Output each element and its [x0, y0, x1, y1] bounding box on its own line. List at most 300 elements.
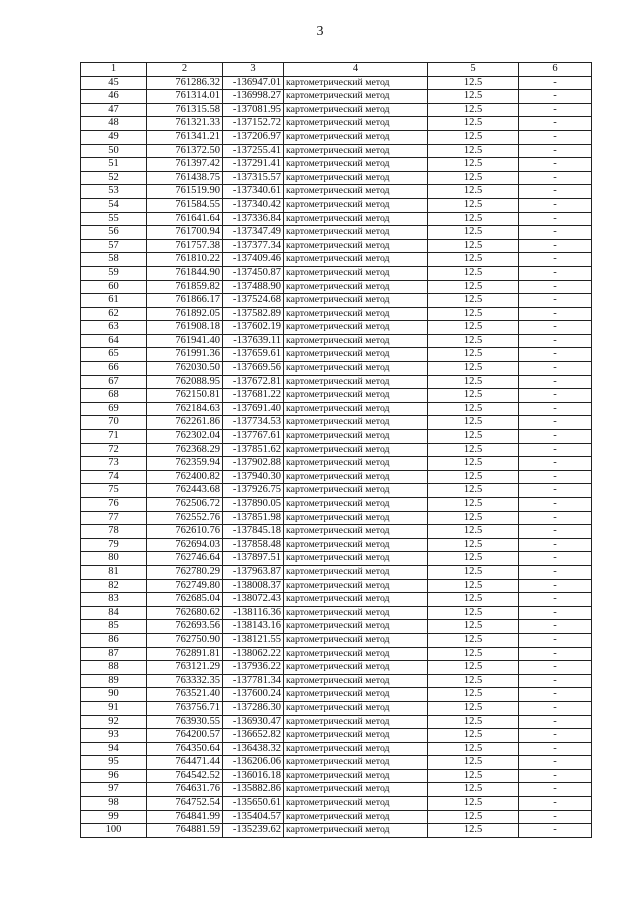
table-row: [81, 375, 592, 389]
point-number-cell: 48: [81, 117, 147, 131]
x-coordinate-cell: 761641.64: [147, 212, 223, 226]
accuracy-cell: 12.5: [428, 729, 519, 743]
point-number-cell: 84: [81, 606, 147, 620]
note-cell: -: [519, 647, 592, 661]
table-row: [81, 294, 592, 308]
note-cell: -: [519, 198, 592, 212]
method-cell: картометрический метод: [284, 266, 428, 280]
x-coordinate-cell: 762506.72: [147, 498, 223, 512]
accuracy-cell: 12.5: [428, 253, 519, 267]
x-coordinate-cell: 763332.35: [147, 674, 223, 688]
method-cell: картометрический метод: [284, 470, 428, 484]
accuracy-cell: 12.5: [428, 443, 519, 457]
point-number-cell: 87: [81, 647, 147, 661]
table-row: [81, 797, 592, 811]
x-coordinate-cell: 762749.80: [147, 579, 223, 593]
accuracy-cell: 12.5: [428, 76, 519, 90]
accuracy-cell: 12.5: [428, 470, 519, 484]
y-coordinate-cell: -136438.32: [223, 742, 284, 756]
table-row: [81, 498, 592, 512]
point-number-cell: 49: [81, 130, 147, 144]
page-number: 3: [316, 24, 324, 39]
method-cell: картометрический метод: [284, 633, 428, 647]
accuracy-cell: 12.5: [428, 185, 519, 199]
accuracy-cell: 12.5: [428, 742, 519, 756]
accuracy-cell: 12.5: [428, 226, 519, 240]
point-number-cell: 71: [81, 430, 147, 444]
point-number-cell: 70: [81, 416, 147, 430]
table-row: [81, 171, 592, 185]
y-coordinate-cell: -137377.34: [223, 239, 284, 253]
y-coordinate-cell: -137851.62: [223, 443, 284, 457]
accuracy-cell: 12.5: [428, 171, 519, 185]
accuracy-cell: 12.5: [428, 810, 519, 824]
x-coordinate-cell: 762368.29: [147, 443, 223, 457]
y-coordinate-cell: -137851.98: [223, 511, 284, 525]
method-cell: картометрический метод: [284, 552, 428, 566]
point-number-cell: 88: [81, 661, 147, 675]
point-number-cell: 91: [81, 701, 147, 715]
table-row: [81, 593, 592, 607]
method-cell: картометрический метод: [284, 253, 428, 267]
accuracy-cell: 12.5: [428, 701, 519, 715]
note-cell: -: [519, 729, 592, 743]
point-number-cell: 73: [81, 457, 147, 471]
table-row: [81, 117, 592, 131]
x-coordinate-cell: 761286.32: [147, 76, 223, 90]
point-number-cell: 64: [81, 334, 147, 348]
method-cell: картометрический метод: [284, 538, 428, 552]
point-number-cell: 78: [81, 525, 147, 539]
table-row: [81, 824, 592, 838]
point-number-cell: 51: [81, 158, 147, 172]
point-number-cell: 52: [81, 171, 147, 185]
method-cell: картометрический метод: [284, 457, 428, 471]
note-cell: -: [519, 769, 592, 783]
y-coordinate-cell: -137734.53: [223, 416, 284, 430]
accuracy-cell: 12.5: [428, 484, 519, 498]
x-coordinate-cell: 762694.03: [147, 538, 223, 552]
y-coordinate-cell: -137255.41: [223, 144, 284, 158]
note-cell: -: [519, 484, 592, 498]
table-row: [81, 90, 592, 104]
point-number-cell: 98: [81, 797, 147, 811]
method-cell: картометрический метод: [284, 158, 428, 172]
table-header-row: [81, 63, 592, 77]
table-row: [81, 484, 592, 498]
x-coordinate-cell: 761321.33: [147, 117, 223, 131]
method-cell: картометрический метод: [284, 362, 428, 376]
note-cell: -: [519, 538, 592, 552]
note-cell: -: [519, 185, 592, 199]
accuracy-cell: 12.5: [428, 552, 519, 566]
point-number-cell: 61: [81, 294, 147, 308]
point-number-cell: 65: [81, 348, 147, 362]
accuracy-cell: 12.5: [428, 769, 519, 783]
method-cell: картометрический метод: [284, 715, 428, 729]
method-cell: картометрический метод: [284, 674, 428, 688]
y-coordinate-cell: -137936.22: [223, 661, 284, 675]
accuracy-cell: 12.5: [428, 307, 519, 321]
accuracy-cell: 12.5: [428, 647, 519, 661]
note-cell: -: [519, 90, 592, 104]
point-number-cell: 93: [81, 729, 147, 743]
accuracy-cell: 12.5: [428, 715, 519, 729]
note-cell: -: [519, 797, 592, 811]
accuracy-cell: 12.5: [428, 198, 519, 212]
note-cell: -: [519, 348, 592, 362]
x-coordinate-cell: 761892.05: [147, 307, 223, 321]
method-cell: картометрический метод: [284, 294, 428, 308]
y-coordinate-cell: -138116.36: [223, 606, 284, 620]
accuracy-cell: 12.5: [428, 606, 519, 620]
y-coordinate-cell: -136652.82: [223, 729, 284, 743]
accuracy-cell: 12.5: [428, 783, 519, 797]
note-cell: -: [519, 688, 592, 702]
point-number-cell: 79: [81, 538, 147, 552]
accuracy-cell: 12.5: [428, 103, 519, 117]
table-body: [81, 76, 592, 837]
x-coordinate-cell: 761991.36: [147, 348, 223, 362]
y-coordinate-cell: -137691.40: [223, 402, 284, 416]
y-coordinate-cell: -137669.56: [223, 362, 284, 376]
x-coordinate-cell: 761859.82: [147, 280, 223, 294]
table-row: [81, 457, 592, 471]
y-coordinate-cell: -138143.16: [223, 620, 284, 634]
x-coordinate-cell: 764841.99: [147, 810, 223, 824]
x-coordinate-cell: 762750.90: [147, 633, 223, 647]
note-cell: -: [519, 457, 592, 471]
x-coordinate-cell: 761941.40: [147, 334, 223, 348]
method-cell: картометрический метод: [284, 307, 428, 321]
y-coordinate-cell: -136016.18: [223, 769, 284, 783]
note-cell: -: [519, 552, 592, 566]
table-row: [81, 416, 592, 430]
table-row: [81, 729, 592, 743]
x-coordinate-cell: 761810.22: [147, 253, 223, 267]
accuracy-cell: 12.5: [428, 321, 519, 335]
table-row: [81, 239, 592, 253]
table-row: [81, 579, 592, 593]
y-coordinate-cell: -135404.57: [223, 810, 284, 824]
y-coordinate-cell: -137340.42: [223, 198, 284, 212]
note-cell: -: [519, 307, 592, 321]
table-row: [81, 185, 592, 199]
point-number-cell: 85: [81, 620, 147, 634]
x-coordinate-cell: 762680.62: [147, 606, 223, 620]
y-coordinate-cell: -137347.49: [223, 226, 284, 240]
coordinates-table: [80, 62, 592, 838]
point-number-cell: 55: [81, 212, 147, 226]
y-coordinate-cell: -137081.95: [223, 103, 284, 117]
note-cell: -: [519, 362, 592, 376]
table-row: [81, 443, 592, 457]
x-coordinate-cell: 761519.90: [147, 185, 223, 199]
point-number-cell: 99: [81, 810, 147, 824]
accuracy-cell: 12.5: [428, 538, 519, 552]
column-header-2: 2: [147, 63, 223, 77]
y-coordinate-cell: -138121.55: [223, 633, 284, 647]
accuracy-cell: 12.5: [428, 348, 519, 362]
y-coordinate-cell: -137152.72: [223, 117, 284, 131]
method-cell: картометрический метод: [284, 606, 428, 620]
table-row: [81, 620, 592, 634]
y-coordinate-cell: -136998.27: [223, 90, 284, 104]
x-coordinate-cell: 762030.50: [147, 362, 223, 376]
method-cell: картометрический метод: [284, 348, 428, 362]
note-cell: -: [519, 266, 592, 280]
y-coordinate-cell: -137639.11: [223, 334, 284, 348]
point-number-cell: 90: [81, 688, 147, 702]
x-coordinate-cell: 762693.56: [147, 620, 223, 634]
point-number-cell: 95: [81, 756, 147, 770]
x-coordinate-cell: 761757.38: [147, 239, 223, 253]
x-coordinate-cell: 762552.76: [147, 511, 223, 525]
point-number-cell: 46: [81, 90, 147, 104]
note-cell: -: [519, 783, 592, 797]
x-coordinate-cell: 762891.81: [147, 647, 223, 661]
method-cell: картометрический метод: [284, 824, 428, 838]
table-row: [81, 810, 592, 824]
note-cell: -: [519, 334, 592, 348]
accuracy-cell: 12.5: [428, 579, 519, 593]
point-number-cell: 75: [81, 484, 147, 498]
note-cell: -: [519, 810, 592, 824]
y-coordinate-cell: -137940.30: [223, 470, 284, 484]
x-coordinate-cell: 763121.29: [147, 661, 223, 675]
note-cell: -: [519, 633, 592, 647]
method-cell: картометрический метод: [284, 701, 428, 715]
accuracy-cell: 12.5: [428, 130, 519, 144]
table-row: [81, 647, 592, 661]
table-row: [81, 715, 592, 729]
accuracy-cell: 12.5: [428, 688, 519, 702]
accuracy-cell: 12.5: [428, 430, 519, 444]
method-cell: картометрический метод: [284, 198, 428, 212]
table-row: [81, 144, 592, 158]
y-coordinate-cell: -137963.87: [223, 565, 284, 579]
accuracy-cell: 12.5: [428, 334, 519, 348]
method-cell: картометрический метод: [284, 688, 428, 702]
method-cell: картометрический метод: [284, 565, 428, 579]
note-cell: -: [519, 144, 592, 158]
x-coordinate-cell: 764471.44: [147, 756, 223, 770]
table-row: [81, 226, 592, 240]
column-header-6: 6: [519, 63, 592, 77]
method-cell: картометрический метод: [284, 416, 428, 430]
note-cell: -: [519, 579, 592, 593]
method-cell: картометрический метод: [284, 647, 428, 661]
y-coordinate-cell: -137672.81: [223, 375, 284, 389]
note-cell: -: [519, 253, 592, 267]
x-coordinate-cell: 762088.95: [147, 375, 223, 389]
table-row: [81, 103, 592, 117]
table-row: [81, 348, 592, 362]
note-cell: -: [519, 402, 592, 416]
table-row: [81, 402, 592, 416]
note-cell: -: [519, 620, 592, 634]
method-cell: картометрический метод: [284, 90, 428, 104]
note-cell: -: [519, 511, 592, 525]
method-cell: картометрический метод: [284, 620, 428, 634]
method-cell: картометрический метод: [284, 661, 428, 675]
x-coordinate-cell: 764542.52: [147, 769, 223, 783]
method-cell: картометрический метод: [284, 144, 428, 158]
table-row: [81, 769, 592, 783]
x-coordinate-cell: 763930.55: [147, 715, 223, 729]
point-number-cell: 76: [81, 498, 147, 512]
accuracy-cell: 12.5: [428, 158, 519, 172]
method-cell: картометрический метод: [284, 484, 428, 498]
method-cell: картометрический метод: [284, 389, 428, 403]
table-row: [81, 674, 592, 688]
note-cell: -: [519, 756, 592, 770]
point-number-cell: 97: [81, 783, 147, 797]
point-number-cell: 67: [81, 375, 147, 389]
accuracy-cell: 12.5: [428, 511, 519, 525]
accuracy-cell: 12.5: [428, 402, 519, 416]
table-row: [81, 756, 592, 770]
y-coordinate-cell: -137488.90: [223, 280, 284, 294]
x-coordinate-cell: 761341.21: [147, 130, 223, 144]
table-row: [81, 525, 592, 539]
table-row: [81, 198, 592, 212]
x-coordinate-cell: 761584.55: [147, 198, 223, 212]
y-coordinate-cell: -137286.30: [223, 701, 284, 715]
method-cell: картометрический метод: [284, 593, 428, 607]
point-number-cell: 92: [81, 715, 147, 729]
note-cell: -: [519, 416, 592, 430]
accuracy-cell: 12.5: [428, 90, 519, 104]
y-coordinate-cell: -135239.62: [223, 824, 284, 838]
accuracy-cell: 12.5: [428, 212, 519, 226]
table-row: [81, 321, 592, 335]
point-number-cell: 66: [81, 362, 147, 376]
method-cell: картометрический метод: [284, 810, 428, 824]
y-coordinate-cell: -137409.46: [223, 253, 284, 267]
note-cell: -: [519, 117, 592, 131]
accuracy-cell: 12.5: [428, 824, 519, 838]
point-number-cell: 47: [81, 103, 147, 117]
x-coordinate-cell: 761438.75: [147, 171, 223, 185]
method-cell: картометрический метод: [284, 729, 428, 743]
method-cell: картометрический метод: [284, 498, 428, 512]
x-coordinate-cell: 761315.58: [147, 103, 223, 117]
note-cell: -: [519, 375, 592, 389]
y-coordinate-cell: -137681.22: [223, 389, 284, 403]
accuracy-cell: 12.5: [428, 525, 519, 539]
note-cell: -: [519, 525, 592, 539]
point-number-cell: 45: [81, 76, 147, 90]
point-number-cell: 89: [81, 674, 147, 688]
accuracy-cell: 12.5: [428, 620, 519, 634]
x-coordinate-cell: 762780.29: [147, 565, 223, 579]
method-cell: картометрический метод: [284, 76, 428, 90]
accuracy-cell: 12.5: [428, 797, 519, 811]
x-coordinate-cell: 762610.76: [147, 525, 223, 539]
point-number-cell: 54: [81, 198, 147, 212]
table-row: [81, 266, 592, 280]
note-cell: -: [519, 226, 592, 240]
note-cell: -: [519, 824, 592, 838]
table-row: [81, 701, 592, 715]
method-cell: картометрический метод: [284, 525, 428, 539]
point-number-cell: 74: [81, 470, 147, 484]
x-coordinate-cell: 764200.57: [147, 729, 223, 743]
note-cell: -: [519, 280, 592, 294]
x-coordinate-cell: 763521.40: [147, 688, 223, 702]
method-cell: картометрический метод: [284, 212, 428, 226]
note-cell: -: [519, 212, 592, 226]
accuracy-cell: 12.5: [428, 756, 519, 770]
x-coordinate-cell: 761908.18: [147, 321, 223, 335]
x-coordinate-cell: 762302.04: [147, 430, 223, 444]
table-row: [81, 307, 592, 321]
y-coordinate-cell: -137582.89: [223, 307, 284, 321]
y-coordinate-cell: -137926.75: [223, 484, 284, 498]
point-number-cell: 96: [81, 769, 147, 783]
y-coordinate-cell: -137340.61: [223, 185, 284, 199]
accuracy-cell: 12.5: [428, 593, 519, 607]
method-cell: картометрический метод: [284, 171, 428, 185]
method-cell: картометрический метод: [284, 443, 428, 457]
table-row: [81, 470, 592, 484]
method-cell: картометрический метод: [284, 239, 428, 253]
x-coordinate-cell: 761372.50: [147, 144, 223, 158]
y-coordinate-cell: -137858.48: [223, 538, 284, 552]
accuracy-cell: 12.5: [428, 498, 519, 512]
y-coordinate-cell: -138008.37: [223, 579, 284, 593]
accuracy-cell: 12.5: [428, 674, 519, 688]
y-coordinate-cell: -137291.41: [223, 158, 284, 172]
note-cell: -: [519, 239, 592, 253]
method-cell: картометрический метод: [284, 430, 428, 444]
note-cell: -: [519, 389, 592, 403]
method-cell: картометрический метод: [284, 511, 428, 525]
accuracy-cell: 12.5: [428, 661, 519, 675]
x-coordinate-cell: 761866.17: [147, 294, 223, 308]
note-cell: -: [519, 661, 592, 675]
table-row: [81, 130, 592, 144]
method-cell: картометрический метод: [284, 756, 428, 770]
table-row: [81, 511, 592, 525]
y-coordinate-cell: -135650.61: [223, 797, 284, 811]
point-number-cell: 69: [81, 402, 147, 416]
method-cell: картометрический метод: [284, 117, 428, 131]
y-coordinate-cell: -135882.86: [223, 783, 284, 797]
y-coordinate-cell: -137897.51: [223, 552, 284, 566]
y-coordinate-cell: -137890.05: [223, 498, 284, 512]
method-cell: картометрический метод: [284, 334, 428, 348]
point-number-cell: 57: [81, 239, 147, 253]
x-coordinate-cell: 761314.01: [147, 90, 223, 104]
point-number-cell: 86: [81, 633, 147, 647]
accuracy-cell: 12.5: [428, 294, 519, 308]
x-coordinate-cell: 764752.54: [147, 797, 223, 811]
note-cell: -: [519, 470, 592, 484]
point-number-cell: 53: [81, 185, 147, 199]
table-row: [81, 362, 592, 376]
method-cell: картометрический метод: [284, 579, 428, 593]
note-cell: -: [519, 593, 592, 607]
table-row: [81, 389, 592, 403]
x-coordinate-cell: 761397.42: [147, 158, 223, 172]
x-coordinate-cell: 761844.90: [147, 266, 223, 280]
accuracy-cell: 12.5: [428, 389, 519, 403]
note-cell: -: [519, 674, 592, 688]
table-row: [81, 661, 592, 675]
y-coordinate-cell: -137845.18: [223, 525, 284, 539]
